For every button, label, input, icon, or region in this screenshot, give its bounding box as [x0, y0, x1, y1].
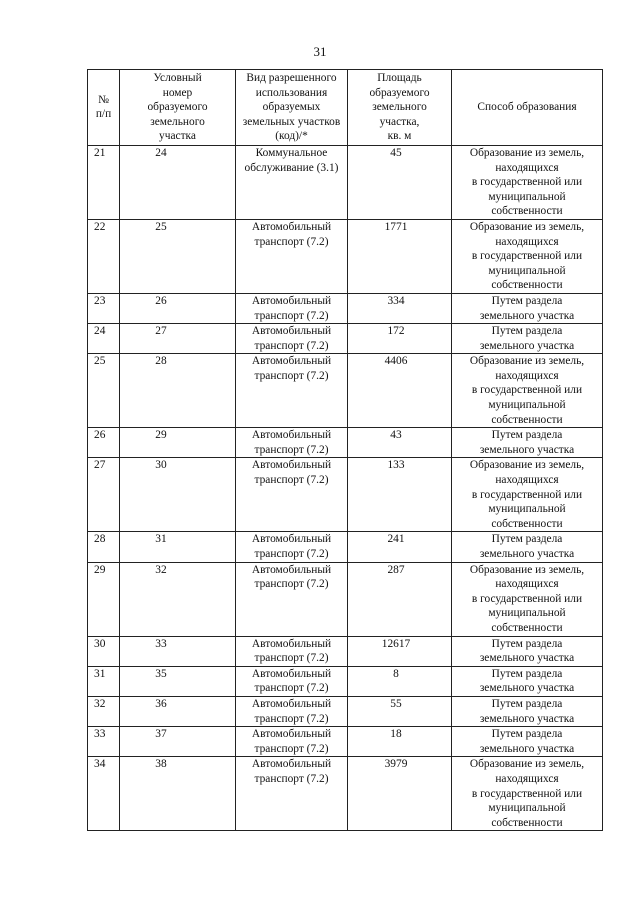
header-index: № п/п [88, 70, 120, 146]
header-plot-number: Условный номер образуемого земельного участка [120, 70, 236, 146]
cell-index: 24 [88, 324, 120, 354]
cell-plot-number: 32 [120, 562, 236, 636]
page-number: 31 [313, 44, 327, 59]
table-row [88, 428, 603, 458]
cell-formation-method: Путем раздела земельного участка [452, 666, 603, 696]
cell-permitted-use: Автомобильный транспорт (7.2) [236, 428, 348, 458]
header-area: Площадь образуемого земельного участка, кв. м [348, 70, 452, 146]
cell-permitted-use: Автомобильный транспорт (7.2) [236, 458, 348, 532]
cell-formation-method: Образование из земель, находящихся в государственной или муниципальной собственности [452, 562, 603, 636]
table-row [88, 696, 603, 726]
cell-permitted-use: Автомобильный транспорт (7.2) [236, 696, 348, 726]
cell-plot-number: 29 [120, 428, 236, 458]
table-row [88, 757, 603, 831]
cell-area: 133 [348, 458, 452, 532]
cell-area: 172 [348, 324, 452, 354]
cell-permitted-use: Автомобильный транспорт (7.2) [236, 636, 348, 666]
cell-index: 32 [88, 696, 120, 726]
header-permitted-use: Вид разрешенного использования образуемых земельных участков (код)/* [236, 70, 348, 146]
cell-plot-number: 38 [120, 757, 236, 831]
table-row [88, 219, 603, 293]
table-header-row [88, 70, 603, 146]
cell-formation-method: Образование из земель, находящихся в государственной или муниципальной собственности [452, 354, 603, 428]
cell-plot-number: 36 [120, 696, 236, 726]
cell-formation-method: Образование из земель, находящихся в государственной или муниципальной собственности [452, 145, 603, 219]
table-row [88, 324, 603, 354]
cell-formation-method: Образование из земель, находящихся в государственной или муниципальной собственности [452, 458, 603, 532]
cell-index: 25 [88, 354, 120, 428]
cell-permitted-use: Автомобильный транспорт (7.2) [236, 562, 348, 636]
cell-area: 18 [348, 727, 452, 757]
cell-formation-method: Путем раздела земельного участка [452, 428, 603, 458]
cell-area: 287 [348, 562, 452, 636]
cell-permitted-use: Автомобильный транспорт (7.2) [236, 324, 348, 354]
cell-permitted-use: Автомобильный транспорт (7.2) [236, 354, 348, 428]
cell-index: 28 [88, 532, 120, 562]
cell-formation-method: Путем раздела земельного участка [452, 532, 603, 562]
table-row [88, 532, 603, 562]
cell-index: 21 [88, 145, 120, 219]
cell-area: 241 [348, 532, 452, 562]
cell-permitted-use: Автомобильный транспорт (7.2) [236, 293, 348, 323]
cell-plot-number: 26 [120, 293, 236, 323]
table-row [88, 666, 603, 696]
cell-formation-method: Путем раздела земельного участка [452, 696, 603, 726]
table-row [88, 145, 603, 219]
cell-index: 31 [88, 666, 120, 696]
cell-index: 34 [88, 757, 120, 831]
table-row [88, 458, 603, 532]
cell-permitted-use: Автомобильный транспорт (7.2) [236, 219, 348, 293]
cell-plot-number: 30 [120, 458, 236, 532]
cell-formation-method: Путем раздела земельного участка [452, 636, 603, 666]
cell-formation-method: Путем раздела земельного участка [452, 727, 603, 757]
table-body [88, 145, 603, 830]
cell-permitted-use: Автомобильный транспорт (7.2) [236, 757, 348, 831]
cell-index: 29 [88, 562, 120, 636]
cell-permitted-use: Автомобильный транспорт (7.2) [236, 666, 348, 696]
cell-area: 43 [348, 428, 452, 458]
cell-index: 27 [88, 458, 120, 532]
cell-area: 1771 [348, 219, 452, 293]
table-row [88, 562, 603, 636]
cell-index: 22 [88, 219, 120, 293]
header-formation-method: Способ образования [452, 70, 603, 146]
cell-area: 12617 [348, 636, 452, 666]
cell-formation-method: Путем раздела земельного участка [452, 293, 603, 323]
table-row [88, 354, 603, 428]
cell-plot-number: 31 [120, 532, 236, 562]
cell-plot-number: 33 [120, 636, 236, 666]
cell-index: 23 [88, 293, 120, 323]
land-plots-table [87, 69, 603, 831]
cell-plot-number: 27 [120, 324, 236, 354]
table-row [88, 636, 603, 666]
cell-area: 55 [348, 696, 452, 726]
cell-formation-method: Путем раздела земельного участка [452, 324, 603, 354]
cell-plot-number: 35 [120, 666, 236, 696]
table-row [88, 727, 603, 757]
cell-index: 30 [88, 636, 120, 666]
table-row [88, 293, 603, 323]
cell-permitted-use: Автомобильный транспорт (7.2) [236, 727, 348, 757]
cell-index: 26 [88, 428, 120, 458]
cell-permitted-use: Автомобильный транспорт (7.2) [236, 532, 348, 562]
cell-index: 33 [88, 727, 120, 757]
cell-plot-number: 24 [120, 145, 236, 219]
cell-area: 334 [348, 293, 452, 323]
cell-plot-number: 25 [120, 219, 236, 293]
cell-permitted-use: Коммунальное обслуживание (3.1) [236, 145, 348, 219]
cell-area: 8 [348, 666, 452, 696]
cell-area: 45 [348, 145, 452, 219]
cell-plot-number: 28 [120, 354, 236, 428]
cell-area: 3979 [348, 757, 452, 831]
cell-formation-method: Образование из земель, находящихся в государственной или муниципальной собственности [452, 219, 603, 293]
cell-formation-method: Образование из земель, находящихся в государственной или муниципальной собственности [452, 757, 603, 831]
cell-plot-number: 37 [120, 727, 236, 757]
cell-area: 4406 [348, 354, 452, 428]
